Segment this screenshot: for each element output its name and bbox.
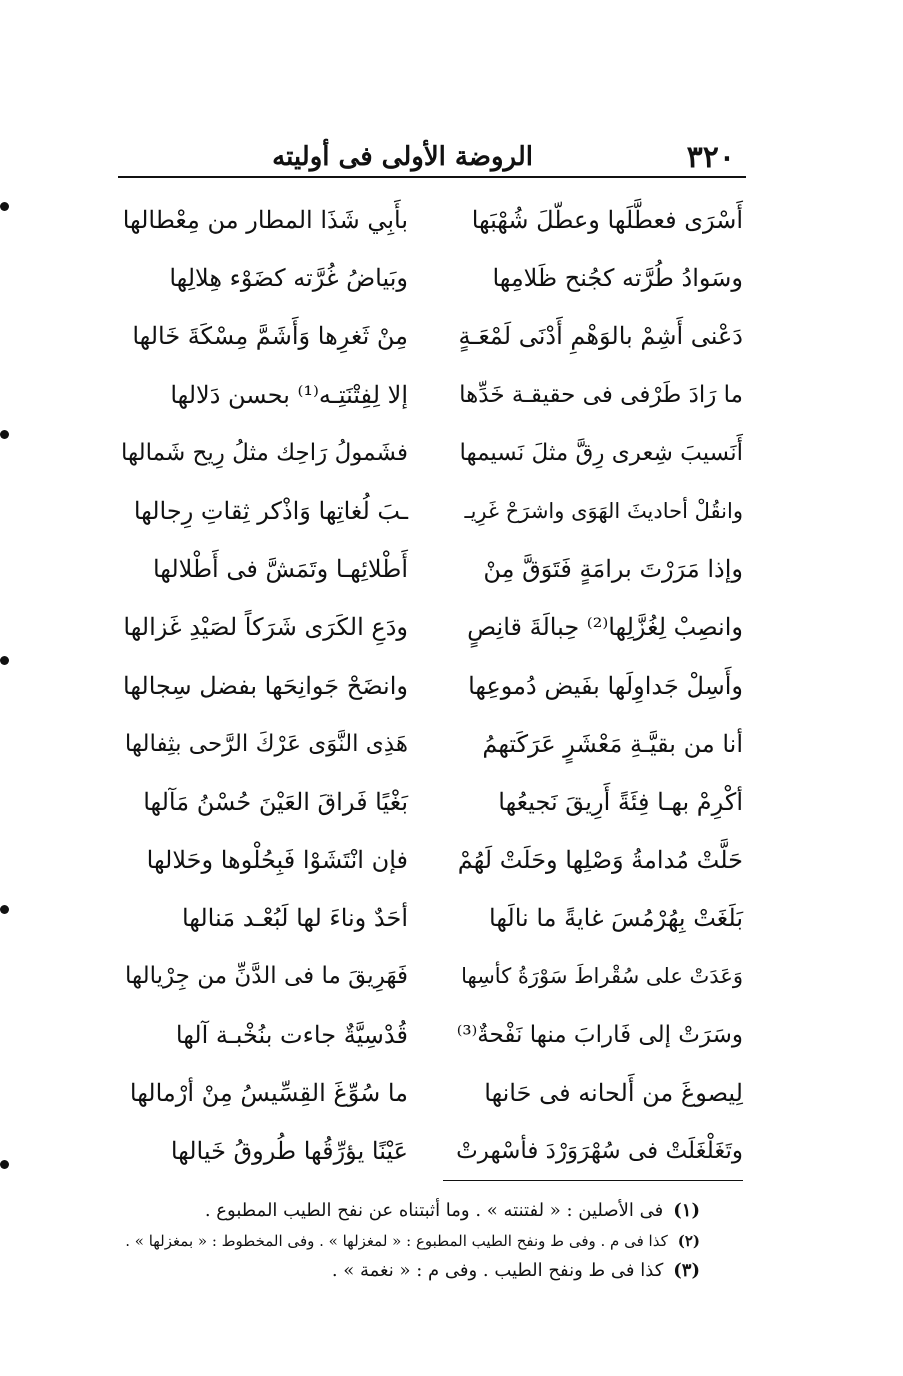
- verse: [118, 777, 743, 835]
- verse: [118, 951, 743, 1009]
- verse: [118, 719, 743, 777]
- verse: [118, 311, 743, 369]
- footnotes: [90, 1196, 700, 1286]
- margin-mark: [0, 430, 9, 439]
- margin-mark: [0, 656, 9, 665]
- verse-first-hemistich: أكْرِمْ بهـا فِئَةً أَرِيقَ نَجيعُها: [498, 787, 743, 816]
- verse-second-hemistich: ودَعِ الكَرَى شَرَكاً لصَيْدِ غَزالها: [123, 613, 408, 642]
- verse: [118, 544, 743, 602]
- verse: [118, 661, 743, 719]
- footnote-number: (٣): [673, 1260, 700, 1281]
- verse: [118, 486, 743, 544]
- verse-second-hemistich: بَغْيًا فَراقَ العَيْنَ حُسْنُ مَآلها: [143, 787, 408, 816]
- margin-mark: [0, 202, 9, 211]
- verse-first-hemistich: وتَغَلْغَلَتْ فى سُهْرَوَرْدَ فأسْهرتْ: [456, 1138, 743, 1164]
- verse-second-hemistich: عَيْنًا يؤرِّقُها طُروقُ خَيالها: [170, 1137, 408, 1165]
- margin-mark: [0, 1160, 9, 1169]
- header-rule: [118, 176, 746, 178]
- verse-second-hemistich: بأَبِي شَذَا المطار من مِعْطالها: [122, 206, 408, 234]
- verse: [118, 1068, 743, 1126]
- verse-first-hemistich: أنا من بقيَّـةِ مَعْشَرٍ عَرَكَتهمُ: [482, 729, 743, 758]
- verse-second-hemistich: ـبَ لُغاتِها وَاذْكر ثِقاتِ رِجالها: [133, 496, 408, 525]
- page-number: ٣٢٠: [686, 140, 735, 175]
- verse: [118, 893, 743, 951]
- verse-second-hemistich: ما سُوِّغَ القِسِّيسُ مِنْ أرْمالها: [129, 1078, 408, 1107]
- poem: [118, 195, 743, 1184]
- verse-first-hemistich: وأَسِلْ جَداوِلَها بفَيض دُموعِها: [468, 671, 743, 700]
- verse: [118, 1010, 743, 1068]
- verse-second-hemistich: وبَياضُ غُرَّته كضَوْء هِلالِها: [169, 264, 408, 293]
- verse-second-hemistich: هَذِى النَّوَى عَرْكَ الرَّحى بثِفالها: [124, 730, 408, 757]
- running-title: الروضة الأولى فى أوليته: [272, 142, 533, 172]
- verse-second-hemistich: قُدْسِيَّةٌ جاءت بنُخْبـة آلها: [175, 1020, 408, 1049]
- verse-first-hemistich: لِيصوغَ من أَلحانه فى حَانها: [484, 1078, 743, 1107]
- footnote-number: (٢): [677, 1232, 700, 1250]
- verse: [118, 370, 743, 428]
- verse-first-hemistich: أَنَسيبَ شِعرى رِقَّ مثلَ نَسيمها: [459, 439, 743, 466]
- verse-first-hemistich: وإذا مَرَرْتَ برامَةٍ فَتَوَقَّ مِنْ: [483, 555, 743, 584]
- footnote: [90, 1196, 700, 1226]
- footnote-text: كذا فى م . وفى ط ونفح الطيب المطبوع : « لمغزلها » . وفى المخطوط : « بمغزلها » .: [125, 1232, 668, 1250]
- verse-first-hemistich: وانقُلْ أحاديثَ الهَوَى واشرَحْ غَرِيـ: [464, 498, 743, 523]
- verse-second-hemistich: فَهَرِيقَ ما فى الدَّنِّ من جِرْيالها: [124, 963, 408, 990]
- verse: [118, 835, 743, 893]
- verse-first-hemistich: وَعَدَتْ على سُقْراطَ سَوْرَةُ كأسِها: [461, 964, 743, 989]
- verse-second-hemistich: فإن انْتَشَوْا فَبِحُلْوها وحَلالها: [146, 846, 408, 875]
- verse-first-hemistich: أَسْرَى فعطَّلَها وعطّلَ شُهْبَها: [471, 206, 743, 234]
- margin-mark: [0, 905, 9, 914]
- verse-second-hemistich: فشَمولُ رَاحِك مثلُ رِيح شَمالها: [121, 439, 408, 466]
- footnote-text: فى الأصلين : « لفتنته » . وما أثبتناه عن نفح الطيب المطبوع .: [204, 1200, 664, 1221]
- footnote: [90, 1226, 700, 1256]
- footnote-rule: [443, 1180, 743, 1181]
- page-header: [118, 130, 743, 174]
- verse: [118, 253, 743, 311]
- verse-first-hemistich: وسَرَتْ إلى فَارابَ منها نَفْحةٌ⁽³⁾: [456, 1021, 743, 1048]
- footnote-text: كذا فى ط ونفح الطيب . وفى م : « نغمة » .: [331, 1260, 664, 1281]
- verse: [118, 1126, 743, 1184]
- verse: [118, 602, 743, 660]
- verse-first-hemistich: حَلَّتْ مُدامةُ وَصْلِها وحَلَتْ لَهُمْ: [457, 846, 743, 875]
- verse-first-hemistich: وانصِبْ لِغُزَّلِها⁽²⁾ حِبالَةَ قانِصٍ: [467, 613, 743, 642]
- verse: [118, 195, 743, 253]
- verse-first-hemistich: بَلَغَتْ بِهُرْمُسَ غايةً ما نالَها: [489, 904, 743, 933]
- verse-first-hemistich: ما رَادَ طَرْفى فى حقيقـة خَدِّها: [459, 381, 743, 408]
- verse-second-hemistich: إلا لِفِتْنَتِـه⁽¹⁾ بحسن دَلالها: [170, 380, 408, 409]
- verse-first-hemistich: وسَوادُ طُرَّته كجُنح ظَلامِها: [492, 264, 743, 293]
- verse-first-hemistich: دَعْنى أَشِمْ بالوَهْمِ أَدْنَى لَمْعَـةٍ: [458, 322, 743, 351]
- footnote: [90, 1256, 700, 1286]
- verse: [118, 428, 743, 486]
- footnote-number: (١): [673, 1200, 700, 1221]
- verse-second-hemistich: مِنْ ثَغرِها وَأَشَمَّ مِسْكَةَ خَالها: [132, 322, 408, 351]
- verse-second-hemistich: أحَدٌ وناءَ لها لَبُعْـد مَنالها: [181, 904, 408, 933]
- verse-second-hemistich: أَطْلائِهـا وتَمَشَّ فى أَطْلالها: [152, 555, 408, 584]
- verse-second-hemistich: وانضَحْ جَوانِحَها بفضل سِجالها: [123, 671, 408, 700]
